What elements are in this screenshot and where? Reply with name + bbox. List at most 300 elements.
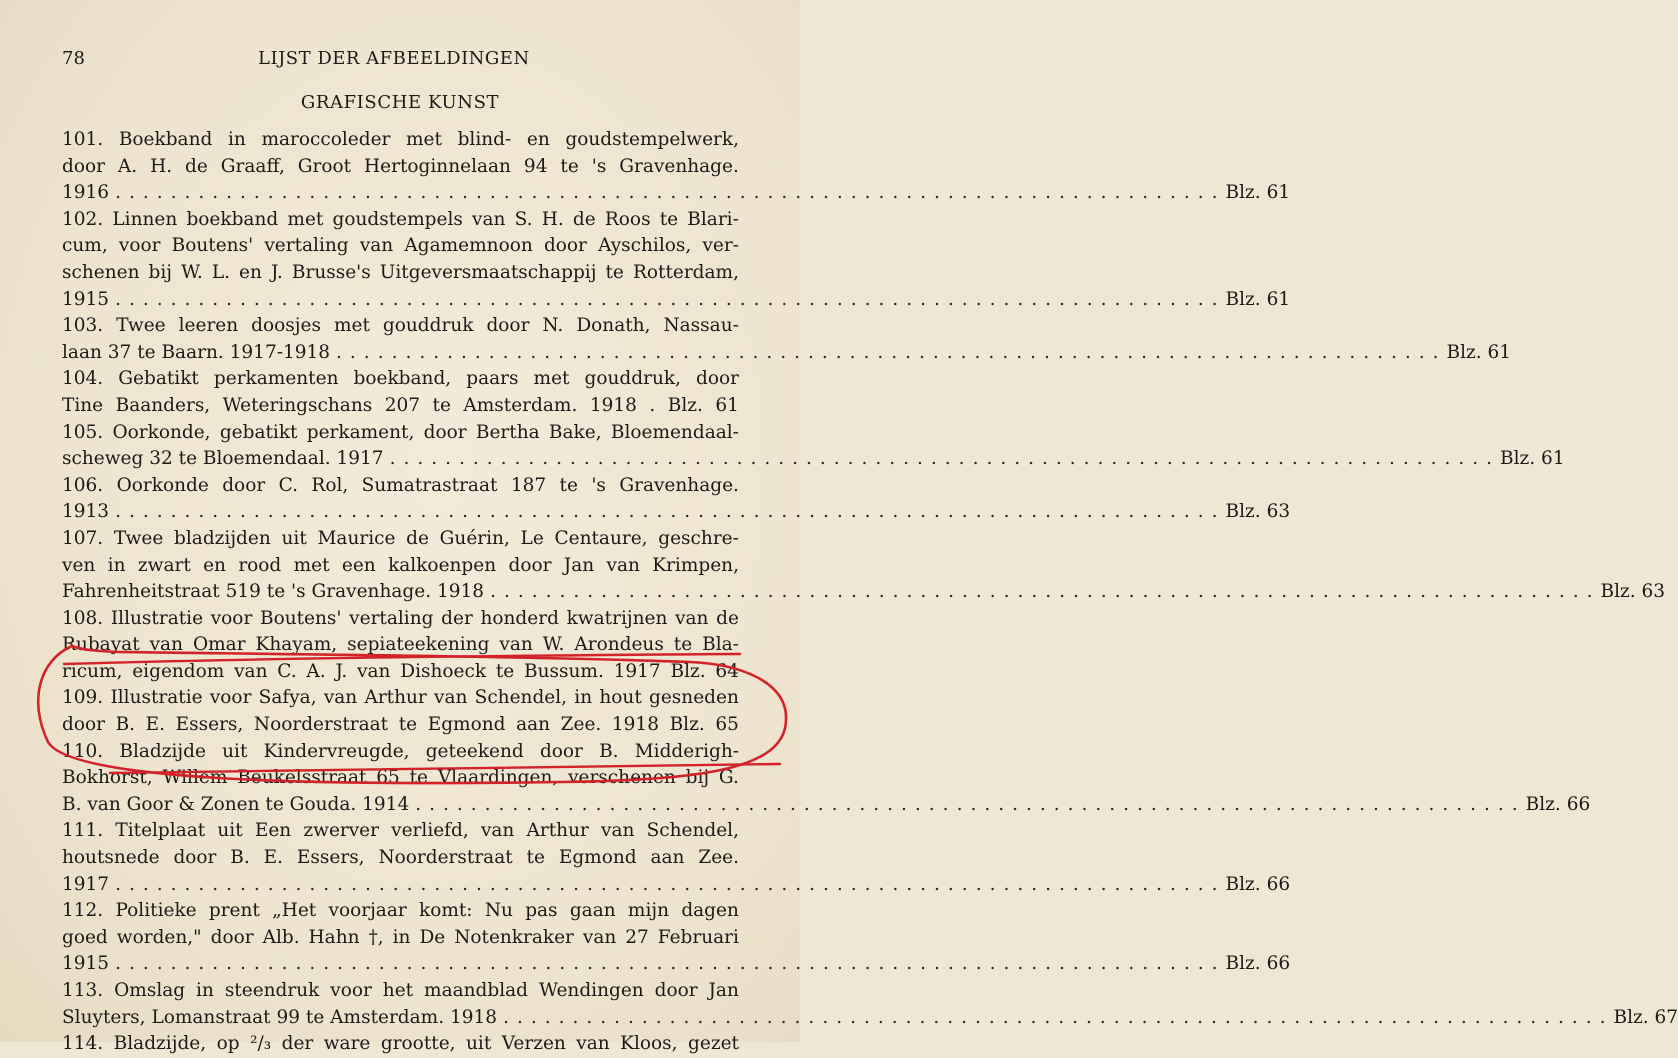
list-line <box>62 526 739 553</box>
word: door <box>62 155 105 177</box>
word: Kindervreugde, <box>263 740 410 762</box>
word: grootte, <box>380 1033 456 1055</box>
word: honderd <box>480 607 559 629</box>
word: Bladzijde <box>119 740 206 762</box>
word: te <box>432 394 451 416</box>
word: de <box>716 607 739 629</box>
word: met <box>533 368 570 390</box>
word: J. <box>335 660 348 682</box>
word: maandblad <box>424 980 529 1001</box>
word: te <box>560 155 579 177</box>
word: steendruk <box>224 980 320 1001</box>
word: blind- <box>457 129 512 150</box>
word: Noorderstraat <box>253 714 389 736</box>
word: komt: <box>418 900 473 922</box>
word: pas <box>525 900 558 922</box>
word: Oorkonde <box>116 474 209 496</box>
word: Hahn <box>308 926 360 948</box>
word: bij <box>685 767 710 789</box>
list-line <box>62 925 739 952</box>
word: Notenkraker <box>454 926 574 948</box>
word: Illustratie <box>110 607 204 629</box>
word: door <box>508 554 552 576</box>
word: W. <box>181 261 203 283</box>
word: door <box>210 926 254 948</box>
word: van <box>434 687 468 709</box>
word: van <box>149 634 183 656</box>
entry-text: laan 37 te Baarn. 1917-1918 <box>62 341 331 363</box>
list-line <box>62 473 739 500</box>
word: Twee <box>113 527 164 549</box>
word: Agamemnoon <box>404 235 533 257</box>
list-line <box>62 287 1291 314</box>
word: door <box>696 368 739 390</box>
word: Verzen <box>501 1033 566 1055</box>
word: Donath, <box>576 315 651 337</box>
word: van <box>234 660 268 682</box>
word: zwart <box>137 554 191 576</box>
word: Bokhorst, <box>62 767 153 789</box>
word: Bla- <box>702 634 739 656</box>
word: Een <box>254 820 292 842</box>
word: Krimpen, <box>652 554 739 576</box>
word: hout <box>599 687 642 709</box>
word: prent <box>208 900 260 922</box>
word: 105. <box>62 421 104 443</box>
list-line <box>62 978 739 1005</box>
word: Hertoginnelaan <box>364 155 511 177</box>
entry-text: B. van Goor & Zonen te Gouda. 1914 <box>62 793 410 815</box>
word: Zee. <box>698 847 739 869</box>
word: Politieke <box>115 900 197 922</box>
word: zwerver <box>303 820 379 842</box>
word: aan <box>650 847 685 869</box>
word: goed <box>62 926 108 948</box>
word: ven <box>62 554 96 576</box>
word: 103. <box>62 315 104 337</box>
word: C. <box>278 474 298 496</box>
word: met <box>287 208 324 230</box>
word: van <box>675 607 709 629</box>
word: dagen <box>681 900 739 922</box>
list-line <box>62 818 739 845</box>
list-line <box>62 951 1291 978</box>
word: Arthur <box>526 820 589 842</box>
word: van <box>323 687 358 709</box>
word: 112. <box>62 900 104 922</box>
page-reference: Blz. 61 <box>1446 341 1512 363</box>
word: Midderigh- <box>634 740 739 762</box>
word: Ayschilos, <box>598 235 692 257</box>
word: een <box>341 554 376 576</box>
word: Omar <box>192 634 246 656</box>
word: door <box>62 714 105 736</box>
list-line <box>62 499 1291 526</box>
word: de <box>185 155 208 177</box>
entry-text: 1915 <box>62 288 110 310</box>
word: schenen <box>62 261 140 283</box>
list-line <box>62 260 739 287</box>
word: Nassau- <box>663 315 739 337</box>
list-line <box>62 739 739 766</box>
word: voor <box>330 980 372 1001</box>
word: Le <box>520 527 544 549</box>
word: Omslag <box>114 980 186 1001</box>
illustration-list <box>62 127 1678 1058</box>
word: Blz. <box>667 394 703 416</box>
word: der <box>441 607 473 629</box>
word: Willem <box>162 767 228 789</box>
word: 106. <box>62 474 104 496</box>
word: kalkoenpen <box>388 554 497 576</box>
list-line <box>62 872 1291 899</box>
word: †, <box>368 926 384 948</box>
word: te <box>495 660 515 682</box>
word: gouddruk <box>382 315 474 337</box>
word: door <box>543 235 587 257</box>
word: goudstempelwerk, <box>565 129 739 150</box>
word: uit <box>222 740 248 762</box>
word: H. <box>541 208 564 230</box>
word: 108. <box>62 607 104 629</box>
word: Jan <box>563 554 595 576</box>
word: bladzijden <box>174 527 271 549</box>
list-line <box>62 1031 739 1058</box>
word: van <box>582 926 617 948</box>
word: Noorderstraat <box>378 847 513 869</box>
word: Schendel, <box>646 820 739 842</box>
word: sepiateekening <box>347 634 490 656</box>
entry-text: Fahrenheitstraat 519 te 's Gravenhage. 1918 <box>62 581 485 603</box>
word: aan <box>516 714 551 736</box>
word: 27 <box>625 926 649 948</box>
word: J. <box>270 261 283 283</box>
word: en <box>239 261 262 283</box>
word: „Het <box>272 900 317 922</box>
word: Twee <box>116 315 166 337</box>
list-line <box>62 180 1291 207</box>
word: van <box>576 1033 610 1055</box>
word: 102. <box>62 208 104 230</box>
list-line <box>62 845 739 872</box>
word: Amsterdam. <box>463 394 578 416</box>
word: kwatrijnen <box>566 607 668 629</box>
list-line <box>62 632 739 659</box>
word: Bladzijde, <box>113 1033 207 1055</box>
word: 207 <box>384 394 421 416</box>
word: gesneden <box>649 687 739 709</box>
word: . <box>649 394 656 416</box>
word: Boutens' <box>171 235 254 257</box>
word: Arondeus <box>574 634 664 656</box>
word: Beukelsstraat <box>237 767 367 789</box>
word: S. <box>514 208 533 230</box>
word: 's <box>591 155 607 177</box>
word: 1917 <box>613 660 661 682</box>
word: Gravenhage. <box>619 474 739 496</box>
word: Vlaardingen, <box>437 767 559 789</box>
page-reference: Blz. 63 <box>1225 501 1291 523</box>
word: Sumatrastraat <box>361 474 498 496</box>
word: verschenen <box>568 767 676 789</box>
entry-text: Sluyters, Lomanstraat 99 te Amsterdam. 1918 <box>62 1006 498 1028</box>
dot-leader: ................................................................................ <box>336 341 1447 363</box>
word: Guérin, <box>439 527 510 549</box>
word: te <box>605 261 624 283</box>
word: perkament, <box>306 421 415 443</box>
list-line <box>62 1005 1678 1032</box>
word: vertaling <box>349 607 434 629</box>
word: 109. <box>62 687 104 709</box>
word: Rubayat <box>62 634 140 656</box>
word: Alb. <box>262 926 300 948</box>
word: van <box>606 554 640 576</box>
page-reference: Blz. 61 <box>1225 182 1291 204</box>
word: Egmond <box>558 847 637 869</box>
entry-text: 1913 <box>62 501 110 523</box>
word: A. <box>306 660 326 682</box>
word: Rotterdam, <box>632 261 739 283</box>
word: Centaure, <box>554 527 648 549</box>
entry-text: 1915 <box>62 953 110 975</box>
word: boekband, <box>353 368 452 390</box>
word: ware <box>323 1033 371 1055</box>
word: op <box>216 1033 240 1055</box>
word: 's <box>591 474 606 496</box>
word: B. <box>599 740 619 762</box>
word: N. <box>542 315 564 337</box>
word: goudstempels <box>332 208 463 230</box>
dot-leader: ................................................................................ <box>115 873 1226 895</box>
word: uit <box>217 820 243 842</box>
word: gouddruk, <box>584 368 681 390</box>
word: cum, <box>62 235 108 257</box>
word: eigendom <box>132 660 225 682</box>
word: het <box>382 980 414 1001</box>
list-line <box>62 792 1591 819</box>
word: 1918 <box>611 714 659 736</box>
section-title: GRAFISCHE KUNST <box>300 92 500 113</box>
word: 107. <box>62 527 104 549</box>
word: 113. <box>62 980 104 1001</box>
word: 65 <box>376 767 400 789</box>
word: rood <box>238 554 282 576</box>
word: E. <box>263 847 284 869</box>
word: Zee. <box>560 714 602 736</box>
word: Maurice <box>317 527 396 549</box>
word: uit <box>281 527 307 549</box>
word: gaan <box>569 900 616 922</box>
page-header <box>62 48 742 76</box>
list-line <box>62 446 1565 473</box>
word: Wendingen <box>538 980 644 1001</box>
word: Uitgeversmaatschappij <box>379 261 597 283</box>
word: geteekend <box>425 740 524 762</box>
word: perkamenten <box>213 368 339 390</box>
word: bij <box>148 261 173 283</box>
word: Boekband <box>118 129 213 150</box>
word: van <box>499 634 533 656</box>
word: te <box>673 634 693 656</box>
word: 114. <box>62 1033 104 1055</box>
word: van <box>472 208 506 230</box>
word: Illustratie <box>110 687 203 709</box>
word: gebatikt <box>219 421 298 443</box>
word: paars <box>466 368 519 390</box>
word: Nu <box>484 900 513 922</box>
dot-leader: ................................................................................ <box>389 448 1501 470</box>
word: in <box>227 129 246 150</box>
word: Dishoeck <box>400 660 487 682</box>
word: Linnen <box>112 208 178 230</box>
word: mijn <box>627 900 670 922</box>
page-reference: Blz. 66 <box>1225 953 1291 975</box>
list-line <box>62 340 1512 367</box>
word: Bloemendaal- <box>610 421 739 443</box>
word: 111. <box>62 820 104 842</box>
dot-leader: ................................................................................ <box>490 581 1601 603</box>
dot-leader: ................................................................................ <box>503 1006 1614 1028</box>
word: der <box>281 1033 314 1055</box>
word: 65 <box>715 714 739 736</box>
list-line <box>62 712 739 739</box>
word: 1918 <box>589 394 637 416</box>
word: Groot <box>297 155 352 177</box>
word: te <box>398 714 418 736</box>
word: Brusse's <box>291 261 371 283</box>
word: H. <box>150 155 173 177</box>
word: uit <box>466 1033 492 1055</box>
word: Essers, <box>296 847 365 869</box>
word: Egmond <box>427 714 506 736</box>
word: van <box>359 235 394 257</box>
list-line <box>62 898 739 925</box>
word: 104. <box>62 368 104 390</box>
word: Titelplaat <box>115 820 206 842</box>
word: door <box>222 474 266 496</box>
dot-leader: ................................................................................ <box>415 793 1526 815</box>
list-line <box>62 154 739 181</box>
word: te <box>659 208 679 230</box>
word: Blari- <box>687 208 739 230</box>
word: de <box>572 208 596 230</box>
word: Arthur <box>364 687 427 709</box>
word: 94 <box>523 155 548 177</box>
word: van <box>480 820 515 842</box>
word: in <box>574 687 593 709</box>
word: ricum, <box>62 660 123 682</box>
dot-leader: ................................................................................ <box>115 182 1226 204</box>
word: 64 <box>715 660 739 682</box>
word: in <box>107 554 126 576</box>
entry-text: scheweg 32 te Bloemendaal. 1917 <box>62 448 384 470</box>
list-line <box>62 233 739 260</box>
list-line <box>62 606 739 633</box>
word: 61 <box>715 394 739 416</box>
word: B. <box>230 847 250 869</box>
word: voor <box>210 607 253 629</box>
list-line <box>62 685 739 712</box>
list-line <box>62 127 739 154</box>
word: L. <box>211 261 230 283</box>
word: Kloos, <box>620 1033 678 1055</box>
word: te <box>409 767 429 789</box>
word: leeren <box>178 315 239 337</box>
word: met <box>293 554 330 576</box>
word: in <box>392 926 411 948</box>
word: voorjaar <box>328 900 407 922</box>
list-line <box>62 579 1666 606</box>
word: Rol, <box>311 474 349 496</box>
page-reference: Blz. 66 <box>1225 873 1291 895</box>
word: A. <box>117 155 138 177</box>
dot-leader: ................................................................................ <box>115 501 1226 523</box>
word: verliefd, <box>391 820 469 842</box>
word: voor <box>118 235 161 257</box>
word: vertaling <box>264 235 349 257</box>
word: te <box>526 847 545 869</box>
word: Safya, <box>258 687 317 709</box>
list-line <box>62 765 739 792</box>
word: 187 <box>510 474 547 496</box>
word: Graaff, <box>220 155 285 177</box>
word: Gravenhage. <box>619 155 739 177</box>
word: en <box>526 129 550 150</box>
page-reference: Blz. 67 <box>1613 1006 1678 1028</box>
entry-text: 1916 <box>62 182 110 204</box>
page-reference: Blz. 61 <box>1225 288 1291 310</box>
page-reference: Blz. 63 <box>1600 581 1666 603</box>
word: worden," <box>116 926 202 948</box>
word: en <box>203 554 226 576</box>
word: Blz. <box>669 714 705 736</box>
word: Roos <box>604 208 651 230</box>
word: door <box>173 847 217 869</box>
word: Schendel, <box>474 687 568 709</box>
word: Jan <box>708 980 739 1001</box>
word: Oorkonde, <box>112 421 211 443</box>
word: ²/₃ <box>250 1033 272 1055</box>
word: Tine <box>62 394 104 416</box>
word: te <box>559 474 578 496</box>
word: Weteringschans <box>222 394 373 416</box>
page-reference: Blz. 61 <box>1500 448 1565 470</box>
word: ver- <box>702 235 739 257</box>
word: gezet <box>688 1033 739 1055</box>
word: De <box>419 926 446 948</box>
word: geschre- <box>658 527 739 549</box>
word: door <box>654 980 698 1001</box>
dot-leader: ................................................................................ <box>115 288 1226 310</box>
word: E. <box>145 714 166 736</box>
word: Bussum. <box>524 660 604 682</box>
list-line <box>62 207 739 234</box>
list-line <box>62 420 739 447</box>
word: Februari <box>657 926 739 948</box>
word: 101. <box>62 129 104 150</box>
word: door <box>423 421 467 443</box>
word: van <box>357 660 391 682</box>
word: houtsnede <box>62 847 160 869</box>
list-line <box>62 366 739 393</box>
word: met <box>406 129 442 150</box>
word: met <box>333 315 370 337</box>
word: maroccoleder <box>261 129 391 150</box>
list-line <box>62 313 739 340</box>
word: Blz. <box>670 660 706 682</box>
dot-leader: ................................................................................ <box>115 953 1226 975</box>
page-reference: Blz. 66 <box>1525 793 1591 815</box>
